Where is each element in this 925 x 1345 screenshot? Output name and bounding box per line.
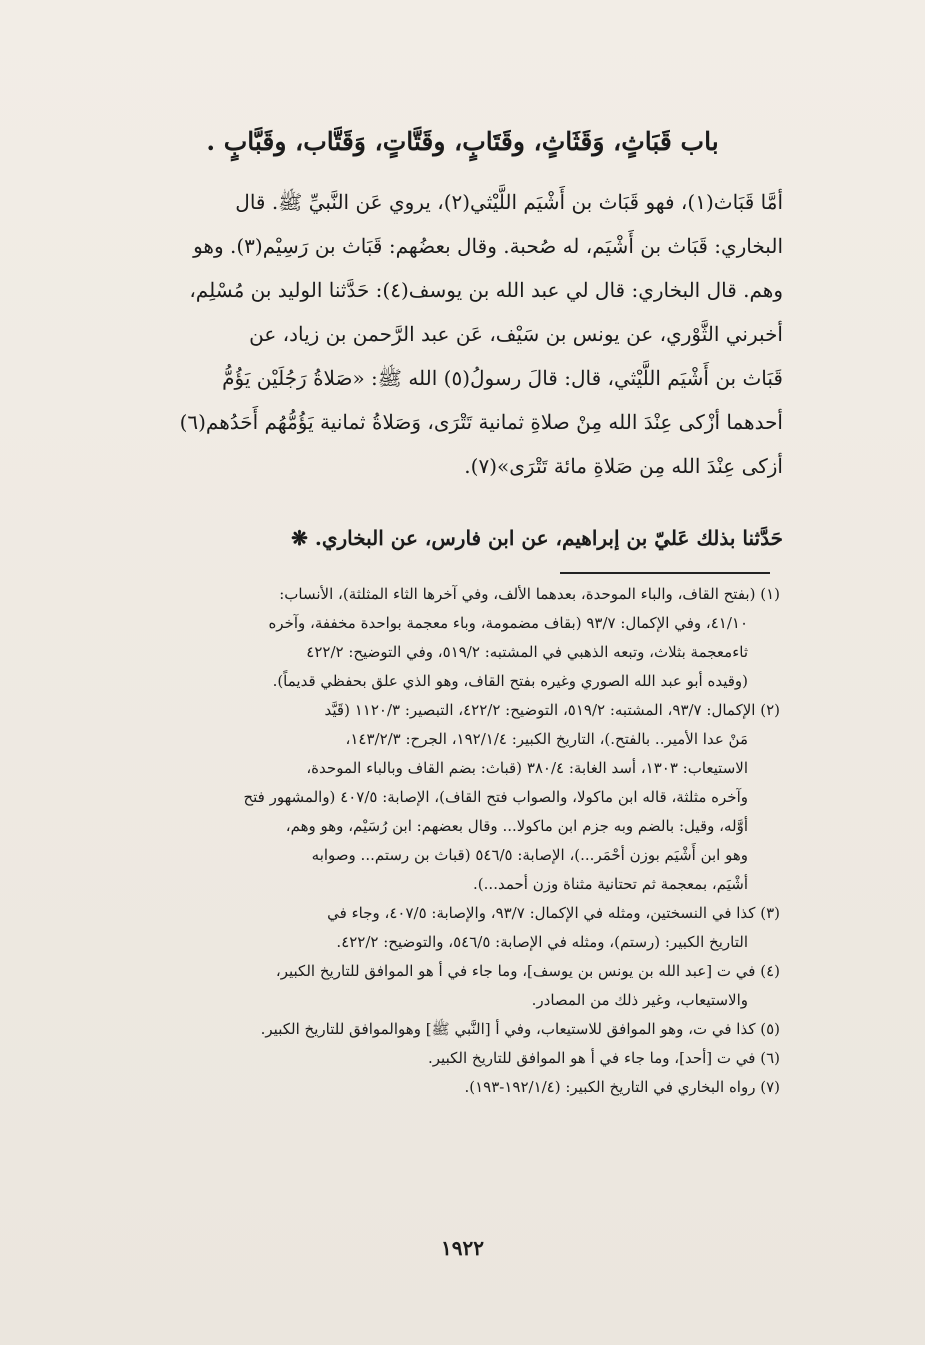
footnote-line: (٢) الإكمال: ٩٣/٧، المشتبه: ٥١٩/٢، التوضيح: ٤٢٢/٢، التبصير: ١١٢٠/٣ (قَيَّد <box>324 701 780 719</box>
footnote-line: وهو ابن أَشْيَم بوزن أحْمَر...)، الإصابة: ٥٤٦/٥ (قباث بن رستم... وصوابه <box>311 846 748 864</box>
main-text-line: أحدهما أزْكى عِنْدَ الله مِنْ صلاةِ ثمانية تَتْرَى، وَصَلاةُ ثمانية يَؤُمُّهُم أَحَدُهم(٦) <box>179 410 783 434</box>
footnote-line: (٣) كذا في النسختين، ومثله في الإكمال: ٩٣/٧، والإصابة: ٤٠٧/٥، وجاء في <box>327 904 780 922</box>
footnote-line: والاستيعاب، وغير ذلك من المصادر. <box>531 991 748 1009</box>
main-text-line: أزكى عِنْدَ الله مِن صَلاةِ مائة تَتْرَى»(٧). <box>464 454 783 478</box>
footnote-line: مَنْ عدا الأمير.. بالفتح.)، التاريخ الكبير: ١٩٢/١/٤، الجرح: ١٤٣/٢/٣، <box>345 730 748 748</box>
footnote-line: أوَّله، وقيل: بالضم وبه جزم ابن ماكولا... وقال بعضهم: ابن رُسَيْم، وهو وهم، <box>285 817 748 835</box>
footnote-line: (٤) في ت [عبد الله بن يونس بن يوسف]، وما جاء في أ هو الموافق للتاريخ الكبير، <box>275 962 780 980</box>
main-text-line: أمَّا قَبَاث(١)، فهو قَبَاث بن أَشْيَم اللَّيْثي(٢)، يروي عَن النَّبيِّ ﷺ. قال <box>235 190 783 214</box>
footnote-line: (٦) في ت [أحد]، وما جاء في أ هو الموافق للتاريخ الكبير. <box>428 1049 780 1067</box>
footnote-line: (١) (بفتح القاف، والباء الموحدة، بعدهما الألف، وفي آخرها الثاء المثلثة)، الأنساب: <box>279 585 780 603</box>
footnote-line: أشْيَم، بمعجمة ثم تحتانية مثناة وزن أحمد...). <box>473 875 748 893</box>
main-text-line: وهم. قال البخاري: قال لي عبد الله بن يوسف(٤): حَدَّثنا الوليد بن مُسْلِم، <box>189 278 783 302</box>
footnote-2 <box>90 696 780 899</box>
footnote-line: (٧) رواه البخاري في التاريخ الكبير: (١٩٢/١/٤-١٩٣). <box>464 1078 780 1096</box>
main-text-line: البخاري: قَبَاث بن أَشْيَم، له صُحبة. وقال بعضُهم: قَبَاث بن رَسِيْم(٣). وهو <box>193 234 783 258</box>
main-text-line: أخبرني الثَّوْري، عن يونس بن سَيْف، عَن عبد الرَّحمن بن زياد، عن <box>249 322 783 346</box>
chapter-heading: باب قَبَاثٍ، وَقَثَاثٍ، وقَتَابٍ، وقَتَّاتٍ، وَقَتَّاب، وقَبَّابٍ . <box>206 127 719 156</box>
footnote-line: (وقيده أبو عبد الله الصوري وغيره بفتح القاف، وهو الذي علق بحفظي قديماً). <box>272 672 748 690</box>
chain-of-narration: حَدَّثنا بذلك عَليّ بن إبراهيم، عن ابن فارس، عن البخاري. ❋ <box>291 526 783 550</box>
footnote-line: (٥) كذا في ت، وهو الموافق للاستيعاب، وفي أ [النَّبي ﷺ] وهوالموافق للتاريخ الكبير. <box>260 1020 780 1038</box>
main-text <box>108 180 783 488</box>
page-number: ١٩٢٢ <box>441 1236 484 1260</box>
footnote-separator <box>560 572 770 574</box>
footnote-6 <box>90 1044 780 1073</box>
footnote-line: التاريخ الكبير: (رستم)، ومثله في الإصابة: ٥٤٦/٥، والتوضيح: ٤٢٢/٢. <box>336 933 748 951</box>
footnote-5 <box>90 1015 780 1044</box>
footnote-line: ٤١/١٠، وفي الإكمال: ٩٣/٧ (بقاف مضمومة، وباء معجمة بواحدة مخففة، وآخره <box>268 614 748 632</box>
footnote-line: وآخره مثلثة، قاله ابن ماكولا، والصواب فتح القاف)، الإصابة: ٤٠٧/٥ (والمشهور فتح <box>243 788 748 806</box>
footnotes <box>90 580 780 1102</box>
footnote-7 <box>90 1073 780 1102</box>
main-text-line: قَبَاث بن أَشْيَم اللَّيْثي، قال: قالَ رسولُ(٥) الله ﷺ: «صَلاةُ رَجُلَيْن يَؤُمُّ <box>222 366 783 390</box>
footnote-line: الاستيعاب: ١٣٠٣، أسد الغابة: ٣٨٠/٤ (قباث: بضم القاف وبالباء الموحدة، <box>306 759 748 777</box>
footnote-line: ثاءمعجمة بثلاث، وتبعه الذهبي في المشتبه: ٥١٩/٢، وفي التوضيح: ٤٢٢/٢ <box>306 643 748 661</box>
footnote-4 <box>90 957 780 1015</box>
footnote-3 <box>90 899 780 957</box>
footnote-1 <box>90 580 780 696</box>
